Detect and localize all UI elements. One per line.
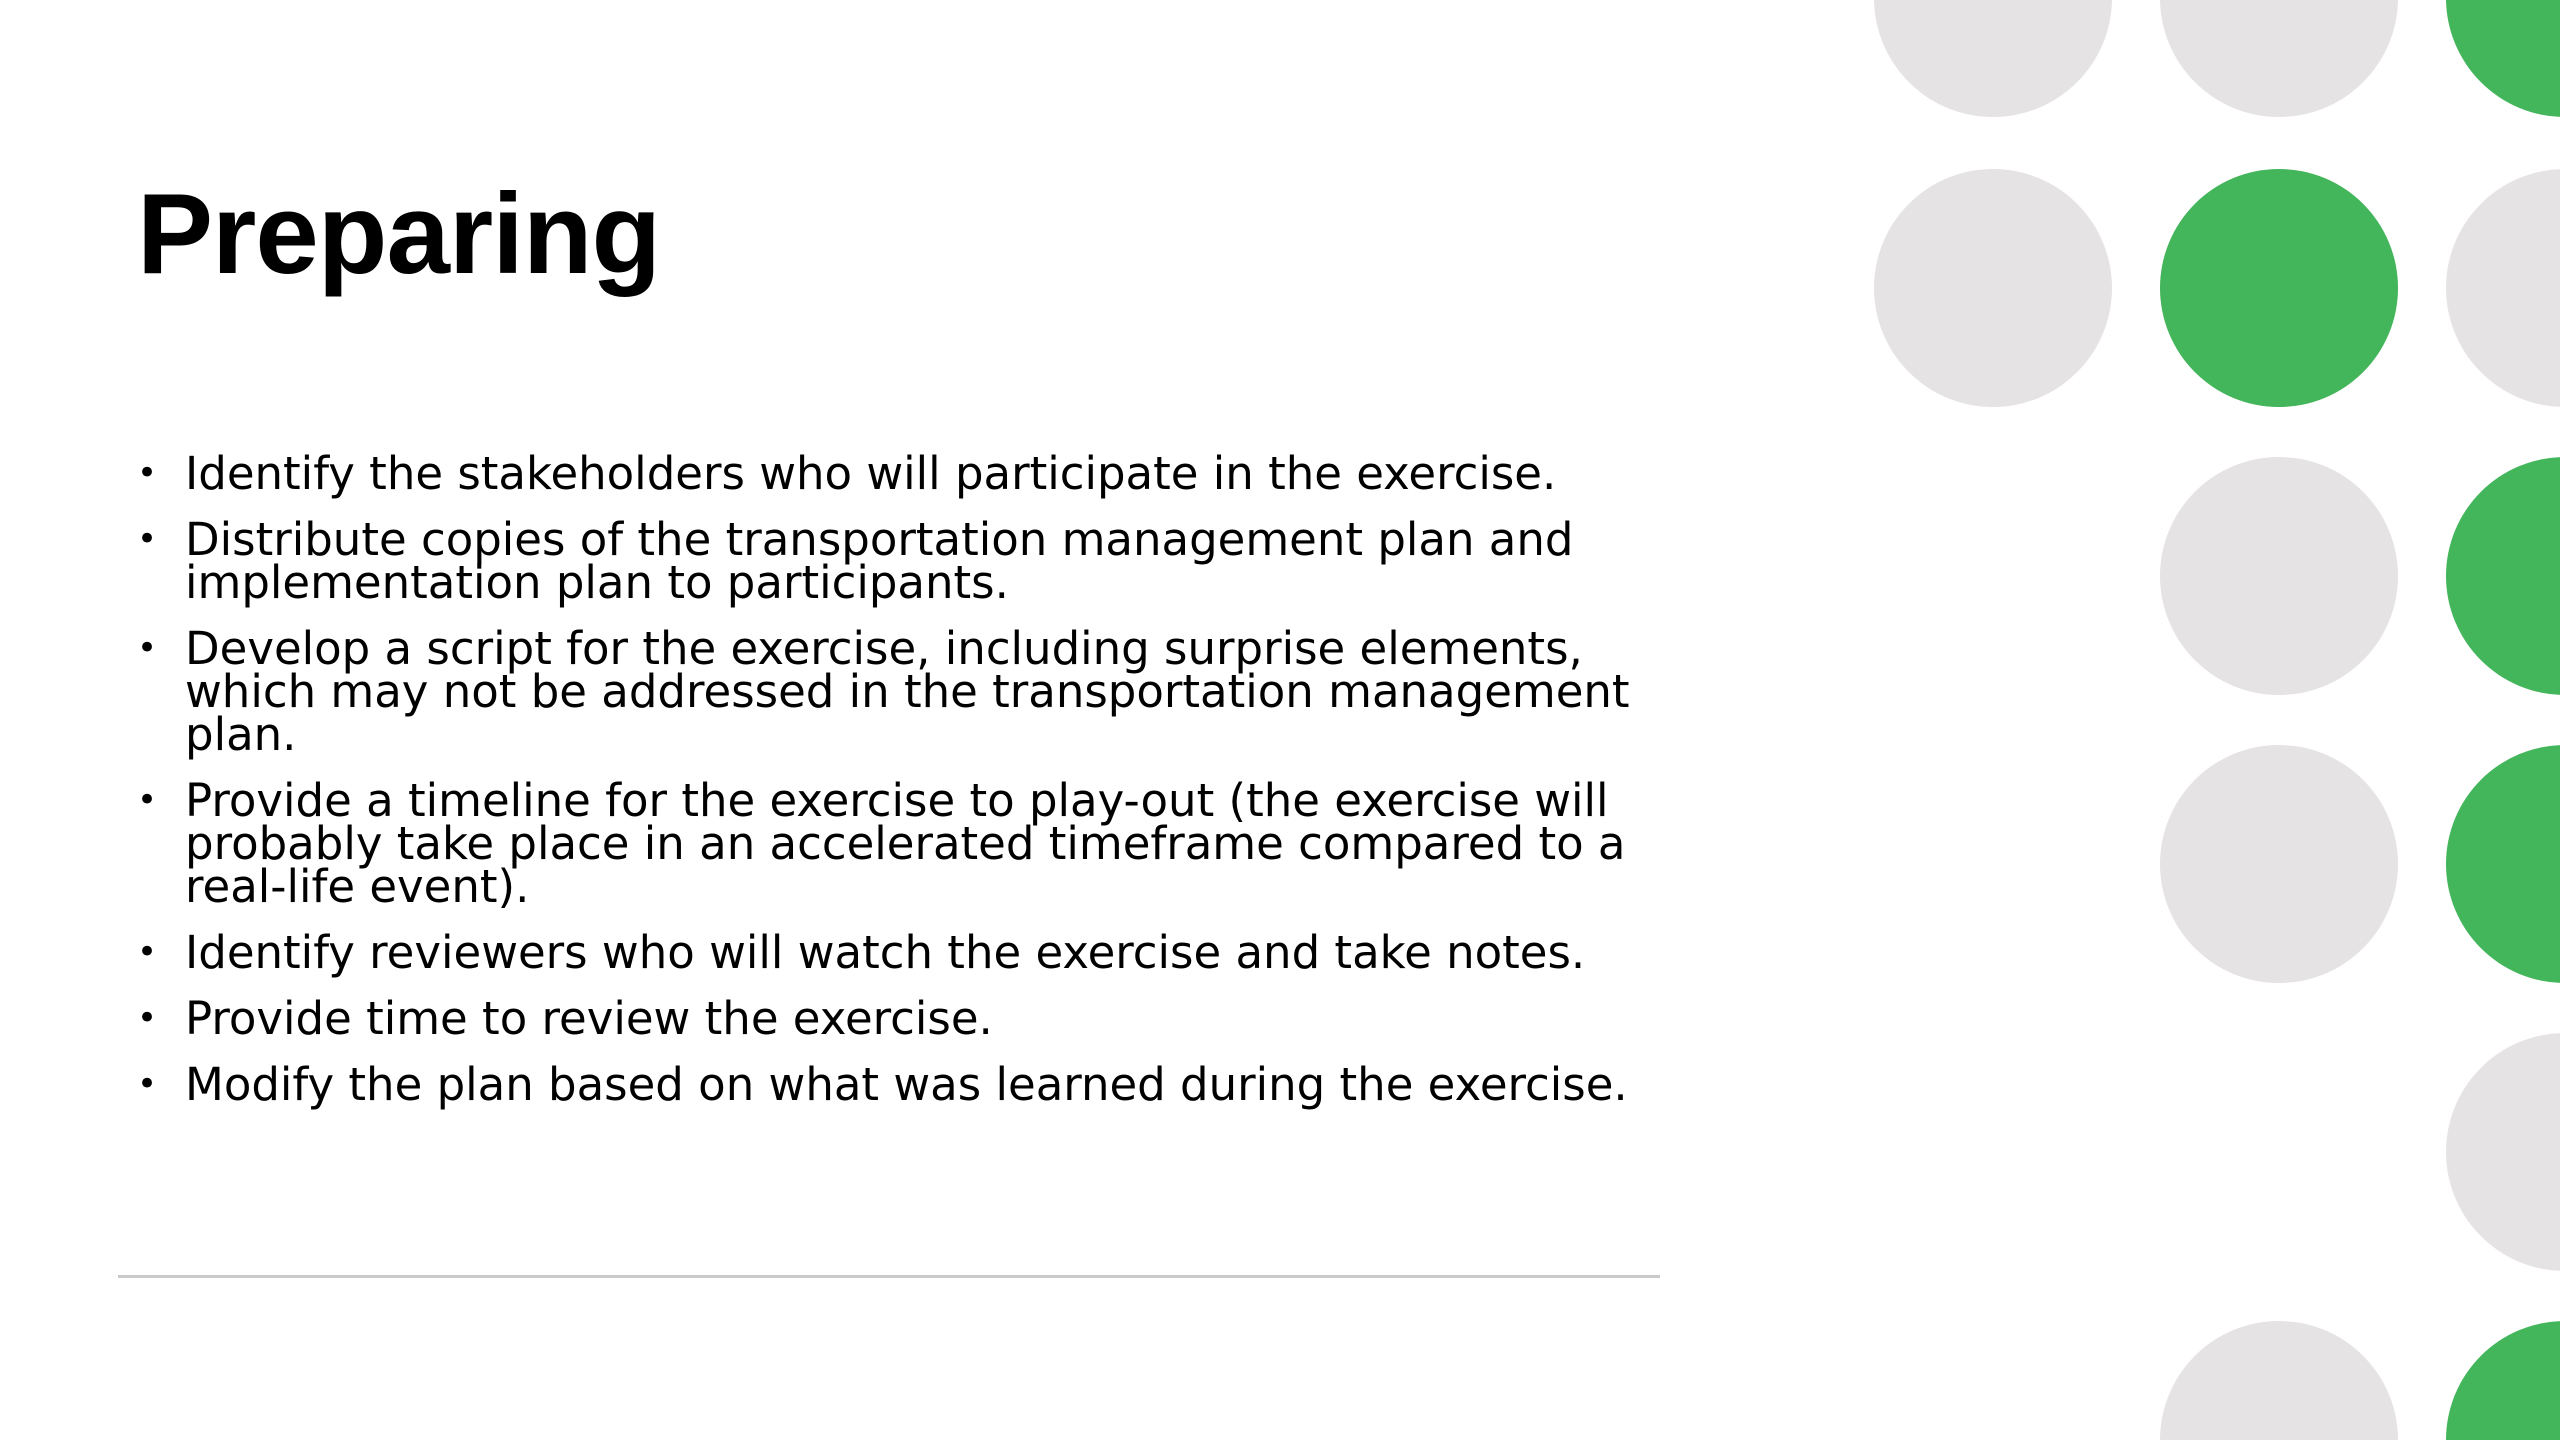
bullet-text: Distribute copies of the transportation management plan and implementation plan to participants. xyxy=(185,513,1574,609)
bullet-item xyxy=(137,513,1657,609)
decorative-circle-gray xyxy=(2446,1033,2560,1271)
decorative-circle-gray xyxy=(2160,457,2398,695)
bullet-item xyxy=(137,992,1657,1045)
decorative-circle-green xyxy=(2446,1321,2560,1440)
bullet-item xyxy=(137,926,1657,979)
decorative-circle-gray xyxy=(1874,0,2112,117)
bullet-icon: • xyxy=(137,932,158,972)
decorative-circle-green xyxy=(2446,745,2560,983)
bullet-text: Identify the stakeholders who will participate in the exercise. xyxy=(185,447,1557,500)
slide-title: Preparing xyxy=(137,171,661,298)
decorative-circle-green xyxy=(2446,457,2560,695)
bullet-icon: • xyxy=(137,780,158,820)
bullet-text: Develop a script for the exercise, including surprise elements, which may not be addressed in the transportation management plan. xyxy=(185,622,1630,761)
bullet-list xyxy=(137,447,1657,1129)
bullet-text: Modify the plan based on what was learned during the exercise. xyxy=(185,1058,1628,1111)
bullet-icon: • xyxy=(137,453,158,493)
bullet-text: Provide a timeline for the exercise to play-out (the exercise will probably take place in an accelerated timeframe compared to a real-life event). xyxy=(185,774,1626,913)
decorative-circle-gray xyxy=(2446,169,2560,407)
decorative-circle-green xyxy=(2446,0,2560,117)
footer-divider xyxy=(118,1275,1660,1278)
decorative-circle-green xyxy=(2160,169,2398,407)
bullet-icon: • xyxy=(137,998,158,1038)
decorative-circle-gray xyxy=(2160,745,2398,983)
bullet-text: Identify reviewers who will watch the exercise and take notes. xyxy=(185,926,1586,979)
bullet-item xyxy=(137,774,1657,913)
bullet-item xyxy=(137,622,1657,761)
bullet-item xyxy=(137,447,1657,500)
bullet-icon: • xyxy=(137,1064,158,1104)
bullet-icon: • xyxy=(137,628,158,668)
decorative-circle-gray xyxy=(1874,169,2112,407)
decorative-circle-gray xyxy=(2160,0,2398,117)
bullet-icon: • xyxy=(137,519,158,559)
bullet-text: Provide time to review the exercise. xyxy=(185,992,993,1045)
decorative-circle-gray xyxy=(2160,1321,2398,1440)
bullet-item xyxy=(137,1058,1657,1111)
